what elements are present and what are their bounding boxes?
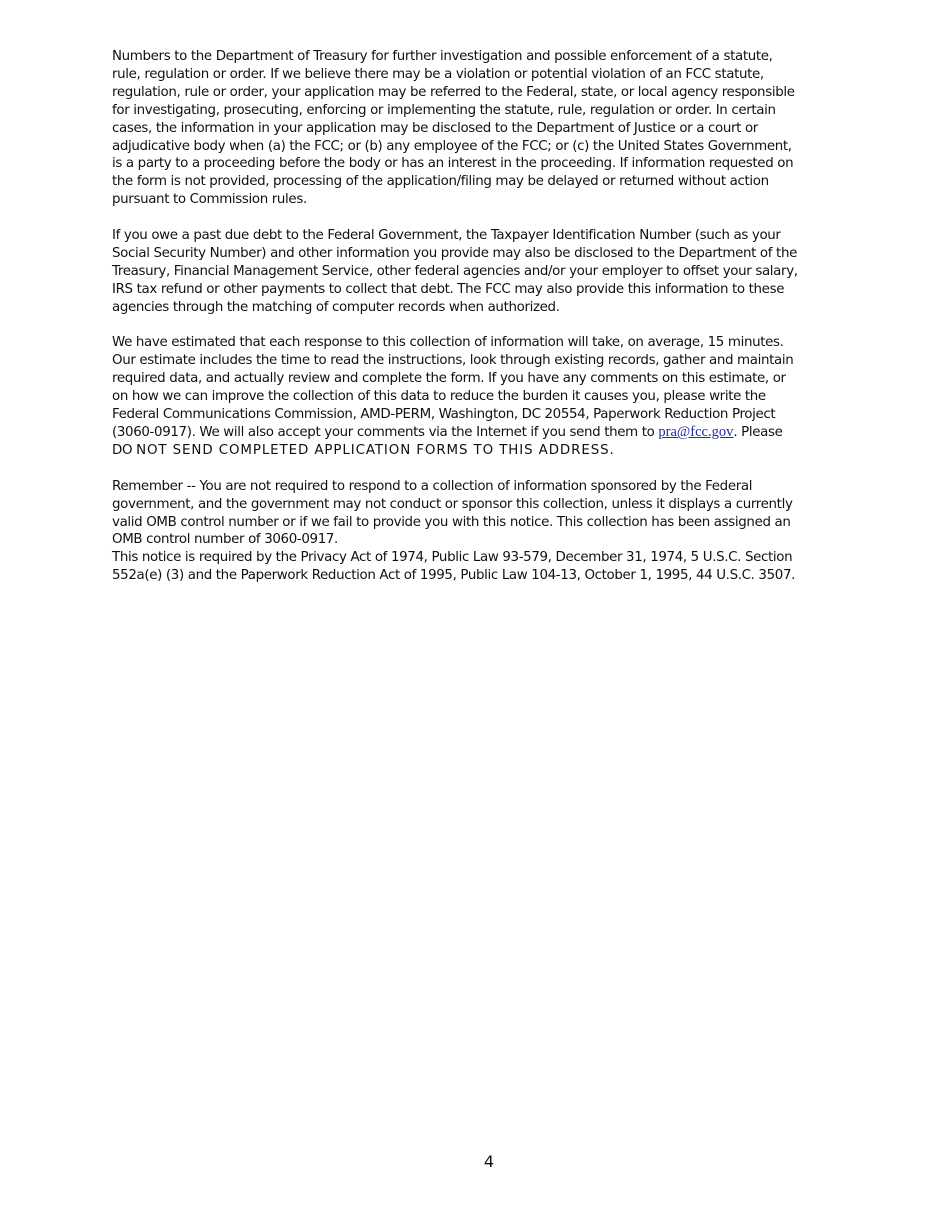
privacy-act-paragraph: This notice is required by the Privacy Act of 1974, Public Law 93-579, December 31, 1974, 5 U.S.C. Section 552a(e) (3) and the Paperwork Reduction Act of 1995, Public Law 104-13, October 1, 1995, 44 U.S.C. 3507. bbox=[112, 550, 796, 584]
referral-paragraph: Numbers to the Department of Treasury for further investigation and possible enforcement of a statute, rule, regulation or order. If we believe there may be a violation or potential violation of an FCC statute, regulation, rule or order, your application may be referred to the Federal, state, or local agency responsible for investigating, prosecuting, enforcing or implementing the statute, rule, regulation or order. In certain cases, the information in your application may be disclosed to the Department of Justice or a court or adjudicative body when (a) the FCC; or (b) any employee of the FCC; or (c) the United States Government, is a party to a proceeding before the body or has an interest in the proceeding. If information requested on the form is not provided, processing of the application/filing may be delayed or returned without action pursuant to Commission rules. bbox=[112, 49, 795, 208]
notice-body bbox=[112, 48, 802, 603]
burden-estimate-text: We have estimated that each response to this collection of information will take, on average, 15 minutes. Our estimate includes the time to read the instructions, look through existing records, gather and maintain required data, and actually review and complete the form. If you have any comments on this estimate, or on how we can improve the collection of this data to reduce the burden it causes you, please write the Federal Communications Commission, AMD-PERM, Washington, DC 20554, Paperwork Reduction Project (3060-0917). We will also accept your comments via the Internet if you send them to bbox=[112, 335, 794, 440]
do-not-send-warning: NOT SEND COMPLETED APPLICATION FORMS TO THIS ADDRESS. bbox=[136, 442, 615, 458]
burden-estimate-paragraph bbox=[112, 334, 802, 459]
omb-control-paragraph: Remember -- You are not required to respond to a collection of information sponsored by the Federal government, and the government may not conduct or sponsor this collection, unless it displays a currently valid OMB control number or if we fail to provide you with this notice. This collection has been assigned an OMB control number of 3060-0917. bbox=[112, 478, 793, 548]
burden-estimate-text-after: . Please DO bbox=[112, 425, 783, 458]
page-number: 4 bbox=[483, 1152, 495, 1171]
debt-paragraph: If you owe a past due debt to the Federal Government, the Taxpayer Identification Number (such as your Social Security Number) and other information you provide may also be disclosed to the Department of the Treasury, Financial Management Service, other federal agencies and/or your employer to offset your salary, IRS tax refund or other payments to collect that debt. The FCC may also provide this information to these agencies through the matching of computer records when authorized. bbox=[112, 228, 798, 315]
email-link[interactable]: pra@fcc.gov bbox=[658, 424, 734, 440]
